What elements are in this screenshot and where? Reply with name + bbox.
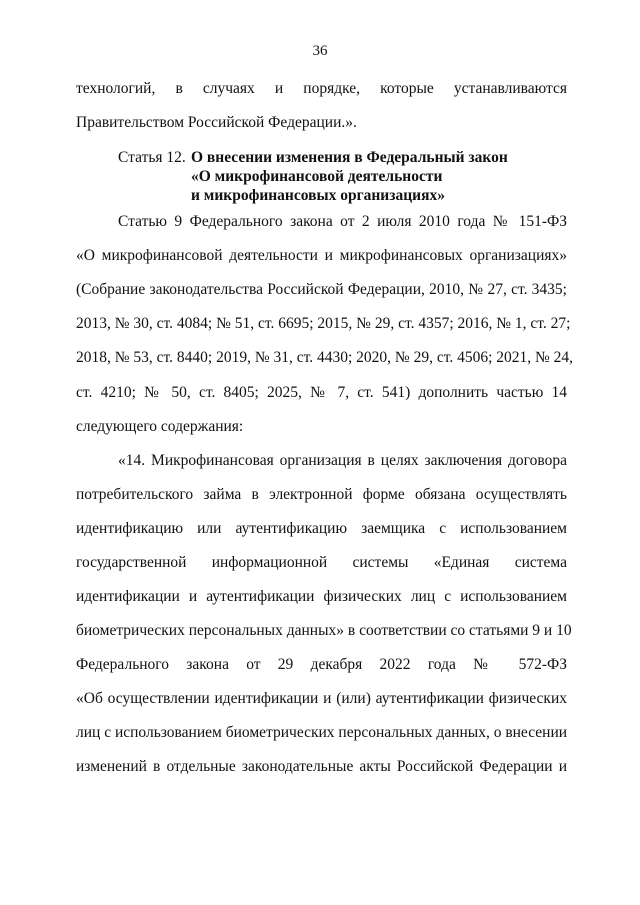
quoted-paragraph-line: «Об осуществлении идентификации и (или) аутентификации физических: [76, 690, 567, 707]
paragraph-line: «О микрофинансовой деятельности и микрофинансовых организациях»: [76, 247, 567, 264]
quoted-paragraph-line: биометрических персональных данных» в соответствии со статьями 9 и 10: [76, 622, 572, 639]
quoted-paragraph-line: потребительского займа в электронной форме обязана осуществлять: [76, 486, 567, 503]
article-title: [191, 148, 508, 205]
paragraph-line: 2013, № 30, ст. 4084; № 51, ст. 6695; 2015, № 29, ст. 4357; 2016, № 1, ст. 27;: [76, 315, 571, 332]
quoted-paragraph-line: государственной информационной системы «Единая система: [76, 554, 567, 571]
continued-text-line: технологий, в случаях и порядке, которые устанавливаются: [76, 80, 567, 97]
paragraph-line: следующего содержания:: [76, 418, 244, 435]
article-heading: [118, 148, 508, 205]
quoted-paragraph-line: идентификации и аутентификации физических лиц с использованием: [76, 588, 567, 605]
continued-text-line: Правительством Российской Федерации.».: [76, 114, 357, 131]
quoted-paragraph-line: «14. Микрофинансовая организация в целях заключения договора: [118, 452, 567, 469]
paragraph-line: (Собрание законодательства Российской Федерации, 2010, № 27, ст. 3435;: [76, 281, 567, 298]
quoted-paragraph-line: изменений в отдельные законодательные акты Российской Федерации и: [76, 758, 567, 775]
article-title-line: «О микрофинансовой деятельности: [191, 168, 443, 185]
article-label: Статья 12.: [118, 149, 186, 166]
paragraph-line: Статью 9 Федерального закона от 2 июля 2010 года № 151-ФЗ: [118, 213, 567, 230]
page-number: 36: [312, 43, 328, 59]
article-title-line: и микрофинансовых организациях»: [191, 187, 445, 204]
quoted-paragraph-line: идентификацию или аутентификацию заемщика с использованием: [76, 520, 567, 537]
quoted-paragraph-line: Федерального закона от 29 декабря 2022 года № 572-ФЗ: [76, 656, 567, 673]
paragraph-line: 2018, № 53, ст. 8440; 2019, № 31, ст. 4430; 2020, № 29, ст. 4506; 2021, № 24,: [76, 349, 574, 366]
paragraph-line: ст. 4210; № 50, ст. 8405; 2025, № 7, ст. 541) дополнить частью 14: [76, 384, 567, 401]
article-title-line: О внесении изменения в Федеральный закон: [191, 149, 508, 166]
quoted-paragraph-line: лиц с использованием биометрических персональных данных, о внесении: [76, 724, 568, 741]
